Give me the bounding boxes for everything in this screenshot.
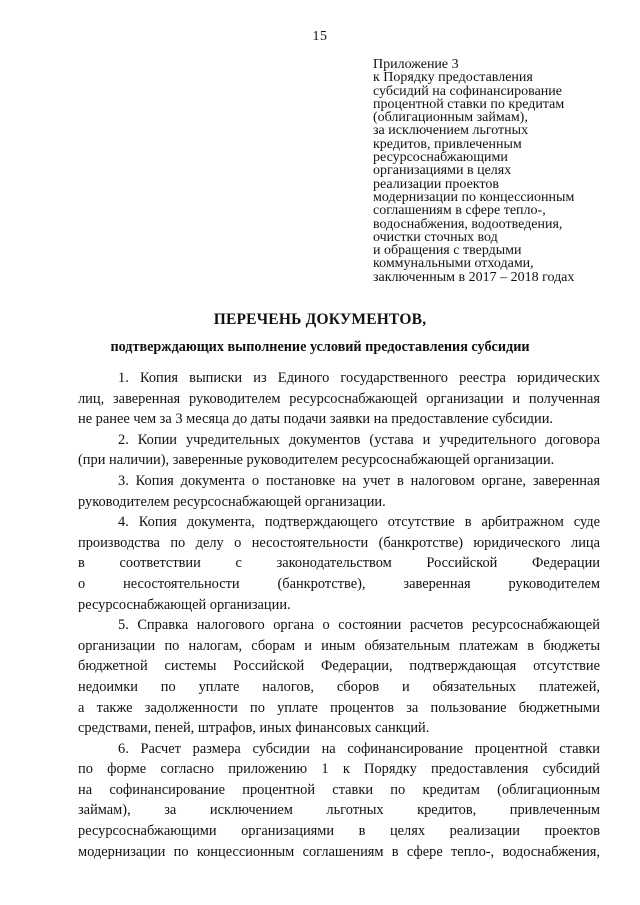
- paragraph-line: модернизации по концессионным соглашениям в сфере тепло-, водоснабжения,: [78, 843, 600, 860]
- list-item: [78, 471, 600, 512]
- appendix-line: реализации проектов: [373, 176, 499, 192]
- appendix-line: и обращения с твердыми: [373, 243, 522, 259]
- paragraph-line: средствами, пеней, штрафов, иных финансовых санкций.: [78, 720, 430, 737]
- appendix-line: организациями в целях: [373, 163, 512, 179]
- appendix-line: модернизации по концессионным: [373, 189, 575, 205]
- paragraph-line: организации по налогам, сборам и иным обязательным платежам в бюджеты: [78, 637, 600, 654]
- paragraph-line: займам), за исключением льготных кредитов, привлеченным: [78, 802, 600, 819]
- appendix-block: [373, 58, 635, 284]
- list-item: [78, 739, 600, 863]
- appendix-line: водоснабжения, водоотведения,: [373, 216, 563, 232]
- list-item: [78, 512, 600, 615]
- appendix-line: коммунальными отходами,: [373, 256, 534, 272]
- paragraph-line: руководителем ресурсоснабжающей организации.: [78, 493, 386, 510]
- paragraph-line: 4. Копия документа, подтверждающего отсутствие в арбитражном суде: [118, 514, 600, 531]
- paragraph-line: 2. Копии учредительных документов (устава и учредительного договора: [118, 431, 600, 448]
- list-item: [78, 615, 600, 739]
- list-item: [78, 368, 600, 430]
- paragraph-line: недоимки по уплате налогов, сборов и обязательных платежей,: [78, 678, 600, 695]
- appendix-line: Приложение 3: [373, 57, 459, 72]
- paragraph-line: ресурсоснабжающими организациями в целях реализации проектов: [78, 823, 600, 840]
- appendix-line: к Порядку предоставления: [373, 70, 533, 86]
- appendix-line: за исключением льготных: [373, 123, 529, 139]
- paragraph-line: производства по делу о несостоятельности (банкротстве) юридического лица: [78, 534, 600, 551]
- paragraph-line: 6. Расчет размера субсидии на софинансирование процентной ставки: [118, 740, 600, 757]
- appendix-line: соглашениям в сфере тепло-,: [373, 203, 546, 219]
- paragraph-line: лиц, заверенная руководителем ресурсоснабжающей организации и полученная: [78, 390, 600, 407]
- appendix-line: ресурсоснабжающими: [373, 150, 508, 166]
- list-item: [78, 430, 600, 471]
- paragraph-line: ресурсоснабжающей организации.: [78, 596, 291, 613]
- appendix-line: процентной ставки по кредитам: [373, 96, 565, 112]
- paragraph-line: бюджетной системы Российской Федерации, подтверждающая отсутствие: [78, 658, 600, 675]
- paragraph-line: 5. Справка налогового органа о состоянии расчетов ресурсоснабжающей: [118, 617, 600, 634]
- document-body: [78, 368, 600, 862]
- page-number: 15: [312, 29, 328, 44]
- document-title: ПЕРЕЧЕНЬ ДОКУМЕНТОВ,: [213, 311, 427, 328]
- paragraph-line: (при наличии), заверенные руководителем ресурсоснабжающей организации.: [78, 452, 555, 469]
- document-subtitle: подтверждающих выполнение условий предоставления субсидии: [110, 339, 530, 355]
- paragraph-line: 3. Копия документа о постановке на учет в налоговом органе, заверенная: [118, 472, 600, 489]
- appendix-line: заключенным в 2017 – 2018 годах: [373, 269, 575, 285]
- appendix-line: (облигационным займам),: [373, 110, 528, 126]
- paragraph-line: по форме согласно приложению 1 к Порядку предоставления субсидий: [78, 761, 600, 778]
- paragraph-line: 1. Копия выписки из Единого государственного реестра юридических: [118, 370, 600, 386]
- appendix-line: субсидий на софинансирование: [373, 83, 563, 99]
- paragraph-line: в соответствии с законодательством Российской Федерации: [78, 555, 600, 572]
- paragraph-line: о несостоятельности (банкротстве), заверенная руководителем: [78, 575, 600, 592]
- appendix-line: кредитов, привлеченным: [373, 136, 522, 152]
- paragraph-line: на софинансирование процентной ставки по кредитам (облигационным: [78, 781, 600, 798]
- appendix-line: очистки сточных вод: [373, 229, 498, 245]
- paragraph-line: а также задолженности по уплате процентов за пользование бюджетными: [78, 699, 600, 716]
- paragraph-line: не ранее чем за 3 месяца до даты подачи заявки на предоставление субсидии.: [78, 411, 554, 428]
